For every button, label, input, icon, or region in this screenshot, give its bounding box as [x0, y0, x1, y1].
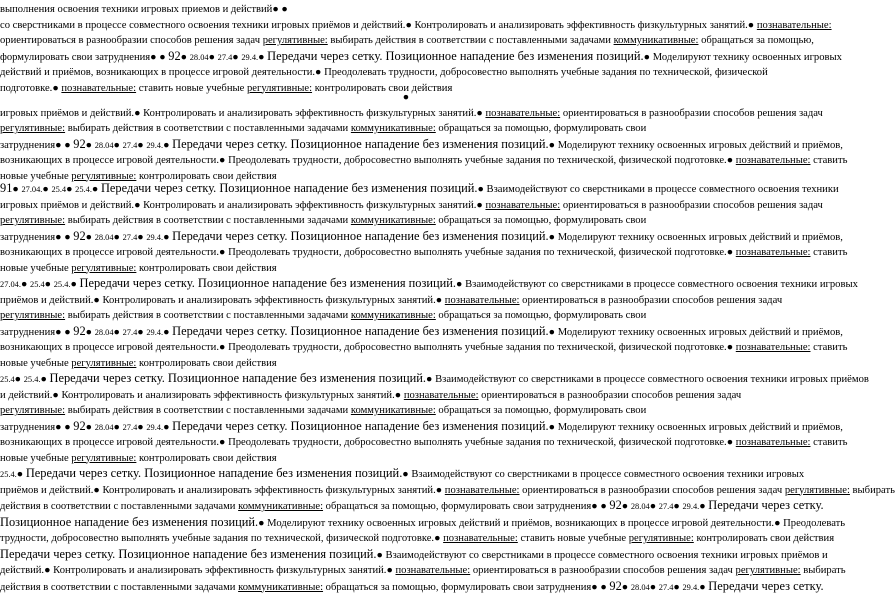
text-run: 92	[73, 229, 85, 243]
text-run: контролировать свои действия	[136, 263, 276, 274]
text-run: ●	[395, 390, 404, 401]
text-run: контролировать свои действия	[136, 453, 276, 464]
text-run: Моделируют технику освоенных игровых действий и приёмов, возникающих в процессе игровой деятельности.	[267, 518, 774, 529]
text-run: ●	[137, 140, 146, 151]
text-run: ●	[163, 140, 172, 151]
text-run: трудности, добросовестно выполнять учебные задания по технической, физической подготовке.	[0, 533, 434, 544]
text-run: ●	[476, 200, 485, 211]
text-run: действий.	[0, 565, 44, 576]
text-run: ●	[181, 52, 190, 63]
text-run: контролировать свои действия	[136, 358, 276, 369]
text-run: ●	[44, 565, 53, 576]
text-block-1	[0, 2, 812, 96]
text-run: ●	[386, 565, 395, 576]
text-run: Передачи через сетку. Позиционное нападение без изменения позиций.	[172, 324, 548, 338]
text-line	[0, 137, 812, 154]
text-run: ●	[434, 533, 443, 544]
text-run: ●	[45, 279, 54, 290]
text-run: 28.04	[95, 328, 114, 337]
text-run: ●	[219, 342, 228, 353]
text-run: обращаться за помощью,	[698, 35, 813, 46]
text-run: 25.4	[30, 280, 45, 289]
text-run: коммуникативные:	[614, 35, 699, 46]
text-line	[0, 483, 812, 499]
text-block-2	[0, 90, 812, 184]
text-run: Передачи через сетку. Позиционное нападение без изменения позиций.	[172, 137, 548, 151]
text-run: ●	[92, 184, 101, 195]
text-line	[0, 106, 812, 122]
text-run: Взаимодействуют со сверстниками в процессе совместного освоения техники	[487, 184, 839, 195]
text-run: обращаться за помощью, формулировать свои	[436, 310, 646, 321]
text-run: ●	[673, 501, 682, 512]
text-run: Контролировать и анализировать эффективность физкультурных занятий.	[53, 565, 386, 576]
text-run: 28.04	[190, 53, 209, 62]
text-run: ●	[549, 140, 558, 151]
text-run: 29.4.	[682, 502, 699, 511]
text-line	[0, 435, 812, 451]
text-run: 29.4.	[146, 423, 163, 432]
text-run: выбирать действия в соответствии с поставленными задачами	[65, 310, 351, 321]
text-run: ориентироваться в разнообразии способов решения задач	[560, 108, 823, 119]
text-run: ●	[114, 422, 123, 433]
text-run: ●	[21, 279, 30, 290]
text-run: 25.4	[51, 185, 66, 194]
text-run: коммуникативные:	[238, 582, 323, 593]
text-run: ●	[376, 550, 385, 561]
text-run: ●	[456, 279, 465, 290]
text-run: ●	[650, 582, 659, 593]
text-line	[0, 340, 812, 356]
text-run: познавательные:	[443, 533, 518, 544]
text-run: ориентироваться в разнообразии способов решения задач	[0, 35, 263, 46]
text-run: Передачи через сетку.	[708, 498, 823, 512]
text-run: познавательные:	[485, 108, 560, 119]
text-run: выбирать	[850, 485, 895, 496]
text-run: ●	[134, 108, 143, 119]
text-line	[0, 403, 812, 419]
text-run: ●	[315, 67, 324, 78]
text-run: ●	[15, 374, 24, 385]
text-run: 27.04.	[0, 280, 21, 289]
text-run: 27.4	[659, 502, 674, 511]
text-run: со сверстниками в процессе совместного освоения техники игровых приёмов и действий.	[0, 20, 405, 31]
text-run: Передачи через сетку.	[708, 579, 823, 593]
text-run: регулятивные:	[71, 263, 136, 274]
text-run: ●	[114, 327, 123, 338]
text-run: ●	[114, 232, 123, 243]
text-line	[0, 276, 812, 293]
text-run: ●	[137, 422, 146, 433]
text-run: 91	[0, 181, 12, 195]
text-run: выбирать	[801, 565, 846, 576]
text-run: ●	[727, 437, 736, 448]
text-line	[0, 451, 812, 467]
text-run: ●	[52, 390, 61, 401]
text-run: ориентироваться в разнообразии способов решения задач	[520, 295, 783, 306]
text-run: игровых приёмов и действий.	[0, 108, 134, 119]
text-run: 92	[609, 498, 621, 512]
text-line	[0, 121, 812, 137]
text-run: регулятивные:	[0, 123, 65, 134]
text-run: ●	[86, 422, 95, 433]
text-line	[0, 90, 812, 106]
text-run: Передачи через сетку. Позиционное нападение без изменения позиций.	[50, 371, 426, 385]
text-run: 92	[73, 324, 85, 338]
text-run: ● ●	[55, 232, 73, 243]
text-run: ставить	[810, 247, 847, 258]
text-run: познавательные:	[736, 437, 811, 448]
text-run: 27.4	[218, 53, 233, 62]
text-line	[0, 419, 812, 436]
text-line	[0, 547, 812, 564]
text-run: ●	[86, 232, 95, 243]
text-run: ориентироваться в разнообразии способов решения задач	[520, 485, 785, 496]
text-run: ставить новые учебные	[518, 533, 629, 544]
text-run: ставить	[810, 155, 847, 166]
text-run: 29.4.	[146, 233, 163, 242]
text-run: познавательные:	[445, 485, 520, 496]
text-run: Моделируют технику освоенных игровых действий и приёмов,	[558, 327, 843, 338]
text-run: 92	[168, 49, 180, 63]
text-run: ●	[673, 582, 682, 593]
text-run: новые учебные	[0, 263, 71, 274]
text-run: ●	[436, 295, 445, 306]
text-run: затруднения	[0, 422, 55, 433]
text-run: 29.4.	[241, 53, 258, 62]
text-run: регулятивные:	[71, 171, 136, 182]
text-run: ориентироваться в разнообразии способов решения задач	[479, 390, 742, 401]
text-run: ●	[699, 501, 708, 512]
text-run: контролировать свои действия	[136, 171, 276, 182]
text-run: Взаимодействуют со сверстниками в процессе совместного освоения техники игровых	[465, 279, 858, 290]
text-run: ●	[622, 501, 631, 512]
text-run: Преодолевать трудности, добросовестно выполнять учебные задания по технической, физической подготовке.	[228, 155, 727, 166]
text-run: регулятивные:	[247, 83, 312, 94]
text-run: и действий.	[0, 390, 52, 401]
text-run: игровых приёмов и действий.	[0, 200, 134, 211]
text-run: ●	[748, 20, 757, 31]
text-run: ●	[258, 518, 267, 529]
text-run: ●	[774, 518, 783, 529]
text-run: ● ●	[272, 4, 287, 15]
text-line	[0, 245, 812, 261]
text-run: ●	[727, 342, 736, 353]
text-run: ●	[42, 184, 51, 195]
text-run: Моделируют технику освоенных игровых действий и приёмов,	[558, 140, 843, 151]
text-line	[0, 198, 812, 214]
text-run: ●	[727, 247, 736, 258]
text-run: выбирать действия в соответствии с поставленными задачами	[65, 123, 351, 134]
text-run: обращаться за помощью, формулировать свои	[436, 405, 646, 416]
text-run: возникающих в процессе игровой деятельности.	[0, 342, 219, 353]
text-run: коммуникативные:	[351, 215, 436, 226]
text-run: Контролировать и анализировать эффективность физкультурных занятий.	[415, 20, 748, 31]
text-run: затруднения	[0, 140, 55, 151]
text-line	[0, 498, 812, 515]
text-run: Передачи через сетку. Позиционное нападение без изменения позиций.	[101, 181, 477, 195]
text-run: ●	[163, 422, 172, 433]
text-run: Преодолевать трудности, добросовестно выполнять учебные задания по технической, физической подготовке.	[228, 247, 727, 258]
text-run: новые учебные	[0, 171, 71, 182]
text-line	[0, 388, 812, 404]
text-run: ●	[436, 485, 445, 496]
text-run: выполнения освоения техники игровых приемов и действий	[0, 4, 272, 15]
text-run: новые учебные	[0, 453, 71, 464]
text-run: контролировать свои действия	[694, 533, 834, 544]
text-run: познавательные:	[485, 200, 560, 211]
text-run: Передачи через сетку. Позиционное нападение без изменения позиций.	[172, 229, 548, 243]
text-run: 92	[73, 419, 85, 433]
text-run: Передачи через сетку. Позиционное нападение без изменения позиций.	[267, 49, 643, 63]
text-run: ●	[699, 582, 708, 593]
text-run: 92	[609, 579, 621, 593]
text-run: ориентироваться в разнообразии способов решения задач	[560, 200, 823, 211]
text-run: 25.4.	[75, 185, 92, 194]
text-run: Преодолевать трудности, добросовестно выполнять учебные задания по технической, физической подготовке.	[228, 342, 727, 353]
text-run: Моделируют технику освоенных игровых действий и приёмов,	[558, 422, 843, 433]
text-run: контролировать свои действия	[312, 83, 452, 94]
text-run: ●	[727, 155, 736, 166]
text-run: Преодолевать трудности, добросовестно выполнять учебные задания по технической, физической	[324, 67, 768, 78]
text-run: Взаимодействуют со сверстниками в процессе совместного освоения техники игровых	[411, 469, 804, 480]
text-run: 25.4.	[54, 280, 71, 289]
text-run: ●	[219, 155, 228, 166]
text-run: новые учебные	[0, 358, 71, 369]
text-run: приёмов и действий.	[0, 295, 93, 306]
text-run: регулятивные:	[71, 358, 136, 369]
text-run: ●	[163, 232, 172, 243]
text-run: ●	[86, 327, 95, 338]
text-run: Передачи через сетку. Позиционное нападение без изменения позиций.	[0, 547, 376, 561]
text-line	[0, 213, 812, 229]
text-line	[0, 324, 812, 341]
text-run: 25.4	[0, 375, 15, 384]
text-run: ●	[650, 501, 659, 512]
text-line	[0, 515, 812, 532]
text-run: Контролировать и анализировать эффективность физкультурных занятий.	[102, 485, 435, 496]
text-run: ●	[66, 184, 75, 195]
text-run: ●	[219, 247, 228, 258]
text-run: ставить	[810, 437, 847, 448]
text-run: Контролировать и анализировать эффективность физкультурных занятий.	[143, 108, 476, 119]
text-run: формулировать свои затруднения	[0, 52, 150, 63]
text-run: возникающих в процессе игровой деятельности.	[0, 437, 219, 448]
text-run: познавательные:	[736, 247, 811, 258]
text-run: 28.04	[631, 583, 650, 592]
text-run: 28.04	[631, 502, 650, 511]
text-run: 27.4	[123, 141, 138, 150]
text-run: действия в соответствии с поставленными задачами	[0, 582, 238, 593]
text-run: приёмов и действий.	[0, 485, 93, 496]
text-run: 27.4	[123, 233, 138, 242]
text-run: Контролировать и анализировать эффективность физкультурных занятий.	[143, 200, 476, 211]
text-line	[0, 181, 812, 198]
text-run: коммуникативные:	[351, 405, 436, 416]
text-run: Передачи через сетку. Позиционное нападение без изменения позиций.	[172, 419, 548, 433]
text-line	[0, 293, 812, 309]
text-run: ●	[549, 327, 558, 338]
text-run: действий и приёмов, возникающих в процессе игровой деятельности.	[0, 67, 315, 78]
text-line	[0, 308, 812, 324]
text-run: обращаться за помощью, формулировать свои затруднения	[323, 582, 591, 593]
text-run: обращаться за помощью, формулировать свои	[436, 123, 646, 134]
text-run: Передачи через сетку. Позиционное нападение без изменения позиций.	[80, 276, 456, 290]
text-run: регулятивные:	[785, 485, 850, 496]
text-run: Контролировать и анализировать эффективность физкультурных занятий.	[61, 390, 394, 401]
text-run: ● ●	[591, 501, 609, 512]
text-run: ●	[137, 327, 146, 338]
text-run: подготовке.	[0, 83, 52, 94]
text-run: ●	[405, 20, 414, 31]
text-run: коммуникативные:	[351, 123, 436, 134]
text-run: ●	[93, 295, 102, 306]
text-run: познавательные:	[404, 390, 479, 401]
text-run: ●	[52, 83, 61, 94]
text-run: 27.4	[659, 583, 674, 592]
text-run: ставить новые учебные	[136, 83, 247, 94]
text-run: 25.4.	[24, 375, 41, 384]
text-run: ●	[12, 184, 21, 195]
text-line	[0, 261, 812, 277]
text-line	[0, 49, 812, 66]
text-run: ●	[93, 485, 102, 496]
text-run: регулятивные:	[0, 310, 65, 321]
text-run: регулятивные:	[736, 565, 801, 576]
text-run: возникающих в процессе игровой деятельности.	[0, 247, 219, 258]
text-run: ●	[549, 422, 558, 433]
text-run: ●	[134, 200, 143, 211]
text-run: ●	[402, 469, 411, 480]
text-run: ●	[644, 52, 653, 63]
text-run: ●	[137, 232, 146, 243]
text-run: познавательные:	[736, 155, 811, 166]
text-run: 28.04	[95, 233, 114, 242]
text-block-3	[0, 181, 812, 595]
text-line	[0, 33, 812, 49]
text-run: выбирать действия в соответствии с поставленными задачами	[328, 35, 614, 46]
text-run: Взаимодействуют со сверстниками в процессе совместного освоения техники игровых приёмов	[435, 374, 869, 385]
text-run: регулятивные:	[0, 405, 65, 416]
text-run: регулятивные:	[629, 533, 694, 544]
text-run: коммуникативные:	[238, 501, 323, 512]
text-run: ● ●	[55, 422, 73, 433]
text-run: ●	[209, 52, 218, 63]
text-run: познавательные:	[736, 342, 811, 353]
text-run: ●	[219, 437, 228, 448]
text-run: 28.04	[95, 141, 114, 150]
text-run: ●	[476, 108, 485, 119]
text-run: ●	[114, 140, 123, 151]
text-run: ●	[258, 52, 267, 63]
text-run: возникающих в процессе игровой деятельности.	[0, 155, 219, 166]
text-run: ●	[163, 327, 172, 338]
text-run: обращаться за помощью, формулировать свои затруднения	[323, 501, 591, 512]
text-run: затруднения	[0, 232, 55, 243]
text-run: ●	[232, 52, 241, 63]
text-line	[0, 65, 812, 81]
text-run: познавательные:	[396, 565, 471, 576]
text-run: ●	[477, 184, 486, 195]
text-run: 29.4.	[146, 141, 163, 150]
text-run: Контролировать и анализировать эффективность физкультурных занятий.	[102, 295, 435, 306]
text-run: Преодолевать	[783, 518, 845, 529]
text-run: ● ●	[150, 52, 168, 63]
text-run: ●	[86, 140, 95, 151]
text-run: познавательные:	[61, 83, 136, 94]
text-line	[0, 18, 812, 34]
text-run: ● ●	[591, 582, 609, 593]
text-run: действия в соответствии с поставленными задачами	[0, 501, 238, 512]
text-run: выбирать действия в соответствии с поставленными задачами	[65, 215, 351, 226]
text-run: 92	[73, 137, 85, 151]
text-run: 25.4.	[0, 470, 17, 479]
text-run: Моделируют технику освоенных игровых действий и приёмов,	[558, 232, 843, 243]
text-run: познавательные:	[757, 20, 832, 31]
text-run: Позиционное нападение без изменения позиций.	[0, 515, 258, 529]
text-run: 28.04	[95, 423, 114, 432]
text-run: ●	[622, 582, 631, 593]
text-run: 27.4	[123, 423, 138, 432]
text-run: Передачи через сетку. Позиционное нападение без изменения позиций.	[26, 466, 402, 480]
text-run: 27.04.	[21, 185, 42, 194]
text-run: Преодолевать трудности, добросовестно выполнять учебные задания по технической, физической подготовке.	[228, 437, 727, 448]
text-line	[0, 531, 812, 547]
text-run: коммуникативные:	[351, 310, 436, 321]
text-run: 29.4.	[146, 328, 163, 337]
text-run: выбирать действия в соответствии с поставленными задачами	[65, 405, 351, 416]
text-run: ●	[403, 92, 409, 103]
text-run: Моделируют технику освоенных игровых	[653, 52, 842, 63]
text-line	[0, 466, 812, 483]
text-run: регулятивные:	[71, 453, 136, 464]
text-run: 29.4.	[682, 583, 699, 592]
text-line	[0, 229, 812, 246]
text-run: познавательные:	[445, 295, 520, 306]
text-run: затруднения	[0, 327, 55, 338]
text-run: Взаимодействуют со сверстниками в процессе совместного освоения техники игровых приёмов и	[386, 550, 828, 561]
text-run: ориентироваться в разнообразии способов решения задач	[470, 565, 735, 576]
text-line	[0, 563, 812, 579]
text-run: регулятивные:	[263, 35, 328, 46]
text-run: ставить	[810, 342, 847, 353]
text-line	[0, 2, 812, 18]
text-line	[0, 153, 812, 169]
text-run: ● ●	[55, 140, 73, 151]
text-line	[0, 371, 812, 388]
text-run: ●	[426, 374, 435, 385]
text-line	[0, 356, 812, 372]
text-run: ●	[40, 374, 49, 385]
text-line	[0, 579, 812, 595]
text-run: 27.4	[123, 328, 138, 337]
text-run: ●	[70, 279, 79, 290]
text-run: ●	[549, 232, 558, 243]
text-run: регулятивные:	[0, 215, 65, 226]
text-run: ●	[17, 469, 26, 480]
text-run: ● ●	[55, 327, 73, 338]
text-run: обращаться за помощью, формулировать свои	[436, 215, 646, 226]
